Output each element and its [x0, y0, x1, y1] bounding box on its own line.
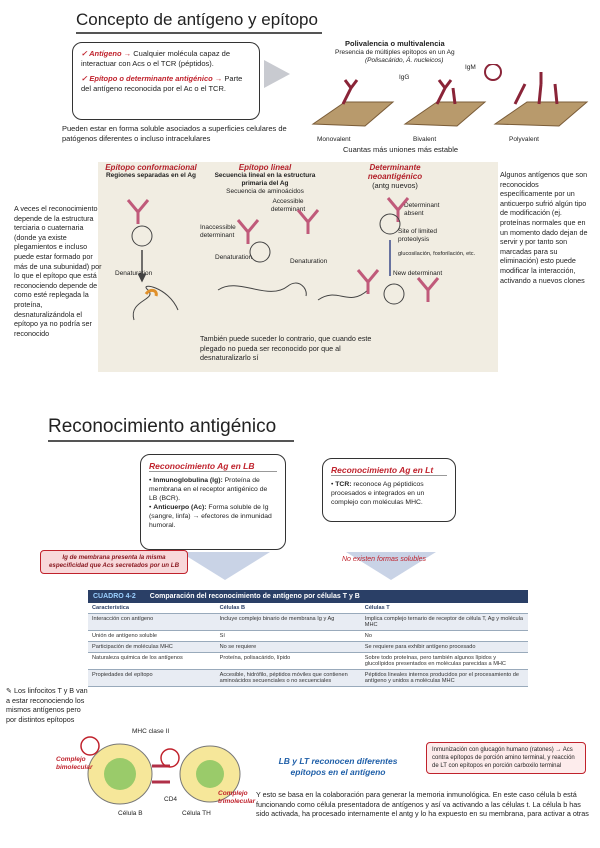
table-cell: Participación de moléculas MHC [88, 642, 216, 653]
antigeno-text: Cualquier molécula capaz de interactuar con Acs o el TCR (péptidos). [81, 49, 230, 68]
table-cell: Se requiere para exhibir antígeno procesado [361, 642, 528, 653]
label-bivalent: Bivalent [413, 136, 437, 143]
epitope-segment [146, 290, 156, 296]
table-tag: CUADRO 4-2 [93, 593, 136, 600]
protein-icon [384, 284, 404, 304]
conformational-title: Epítopo conformacional [105, 163, 197, 172]
label-monovalent: Monovalent [317, 136, 351, 143]
down-arrow-icon [180, 552, 270, 580]
antibody-icon [437, 80, 455, 104]
lb-item1-bold: Inmunoglobulina (Ig): [153, 477, 223, 484]
antibody-icon [418, 278, 438, 302]
lb-item2-text: Forma soluble de Ig (sangre, linfa) → efectores de inmunidad humoral. [149, 504, 272, 529]
igm-label: IgM [465, 64, 476, 71]
modifications-label: glucosilación, fosforilación, etc. [398, 251, 476, 257]
polyvalence-subtitle2: (Polisacárido, Á. nucleicos) [365, 57, 444, 64]
antibody-icon [358, 270, 378, 294]
table-caption: Comparación del reconocimiento de antígeno por células T y B [149, 593, 360, 600]
table-header: Característica [88, 603, 216, 614]
linear-title: Epítopo lineal [238, 163, 292, 172]
lt-item1-text: reconoce Ag péptidicos procesados e integrados en un complejo con moléculas MHC. [331, 481, 425, 506]
lt-item1-bold: TCR: [335, 481, 352, 488]
table-cell: Incluye complejo binario de membrana Ig y Ag [216, 614, 361, 631]
antibody-icon [238, 220, 258, 244]
unfolded-chain [318, 290, 368, 300]
lt-card: Reconocimiento Ag en Lt • TCR: reconoce Ag péptidicos procesados e integrados en un complejo con moléculas MHC. [322, 458, 456, 522]
definitions-card [72, 42, 260, 120]
soluble-note: Pueden estar en forma soluble asociados a superficies celulares de patógenos diferentes o incluso intracelulares [62, 124, 287, 143]
table-cell: Proteína, polisacárido, lípido [216, 653, 361, 670]
table-cell: Sobre todo proteínas, pero también algunos lípidos y glucolípidos presentados en moléculas parecidas a MHC [361, 653, 528, 670]
polyvalence-caption: Cuantas más uniones más estable [343, 145, 459, 154]
b-nucleus [104, 758, 136, 790]
protein-icon [132, 226, 152, 246]
right-arrow-icon [264, 60, 290, 88]
trimolecular-label: Complejo trimolecular [218, 790, 256, 805]
table-row [88, 653, 528, 670]
lb-note: Ig de membrana presenta la misma especificidad que Acs secretados por un LB [40, 550, 188, 574]
immunization-note: Inmunización con glucagón humano (ratones) → Acs contra epítopos de porción amino terminal, y reacción de LT con epítopos en porción carboxilo terminal [426, 742, 586, 774]
lb-item2-bold: Anticuerpo (Ac): [153, 504, 207, 511]
surface-polyvalent [495, 102, 587, 126]
table-cell: No se requiere [216, 642, 361, 653]
protein-icon [250, 242, 270, 262]
polyvalence-subtitle: Presencia de múltiples epítopos en un Ag [335, 49, 455, 56]
label-polyvalent: Polyvalent [509, 136, 539, 143]
polyvalence-figure [305, 40, 595, 160]
surface-bivalent [405, 102, 485, 126]
bimolecular-highlight [81, 737, 99, 755]
antigeno-label: ✓ Antígeno → [81, 49, 132, 58]
linear-subtitle: Secuencia lineal en la estructura primaria del Ag [214, 172, 316, 187]
mhc-label: MHC clase II [132, 728, 170, 735]
antibody-icon [128, 200, 148, 224]
cell-b-label: Célula B [118, 810, 143, 817]
table-cell: Interacción con antígeno [88, 614, 216, 631]
conformational-subtitle: Regiones separadas en el Ag [105, 172, 197, 179]
table-cell: No [361, 631, 528, 642]
valence-surfaces [305, 64, 595, 144]
site-proteolysis: Site of limited proteolysis [398, 228, 438, 243]
table-cell: Propiedades del epítopo [88, 670, 216, 687]
section2-title: Reconocimiento antigénico [48, 416, 294, 442]
bimolecular-label: Complejo bimolecular [56, 756, 93, 771]
inaccessible-label: Inaccessible determinant [200, 224, 236, 239]
neoantigenic-title: Determinante neoantigénico [367, 163, 423, 181]
table-cell: Accesible, hidrófilo, péptidos móviles que contienen aminoácidos secuenciales o no secuenciales [216, 670, 361, 687]
table-row [88, 642, 528, 653]
igg-label: IgG [399, 74, 410, 81]
neoantigenic-header [355, 163, 435, 191]
linear-denaturation-1: Denaturation [215, 254, 253, 261]
table-header: Células B [216, 603, 361, 614]
antibody-icon [515, 72, 557, 104]
lt-card-title: Reconocimiento Ag en Lt [331, 465, 447, 476]
epitopo-label: ✓ Epítopo o determinante antigénico → [81, 74, 223, 83]
highlight-text: LB y LT reconocen diferentes epítopos en el antígeno [278, 756, 398, 777]
table-cell: Implica complejo ternario de receptor de célula T, Ag y molécula MHC [361, 614, 528, 631]
epitope-diagrams [98, 190, 498, 330]
note-icon: ✎ [6, 686, 13, 695]
right-note: Algunos antígenos que son reconocidos específicamente por un anticuerpo sufrió algún tipo de modificación (ej. proteínas normales que en un momento dado dejan de servir y por tanto son marcadas para su eliminación) esto puede modificar la interacción, activando a nuevos clones [500, 170, 588, 285]
left-note: A veces el reconocimiento depende de la estructura terciaria o cuaternaria (donde ya existe plegamientos e incluso puede estar formado por más de una subunidad) por lo que el epítopo que está reconociendo depende de como esté replegada la proteína, desnaturalizándola el epítopo ya no podría ser reconocido [14, 204, 102, 338]
conformational-denaturation: Denaturation [115, 270, 153, 277]
new-determinant: New determinant [393, 270, 443, 277]
table-row [88, 614, 528, 631]
conformational-header [102, 163, 200, 180]
antibody-icon [298, 210, 318, 234]
section1-title: Concepto de antígeno y epítopo [76, 10, 322, 34]
linear-note: También puede suceder lo contrario, que cuando este plegado no pueda ser reconocido por que al desnaturalizarlo sí [200, 334, 372, 363]
surface-monovalent [313, 102, 393, 126]
cell-t-label: Célula TH [182, 810, 211, 817]
antibody-icon [343, 80, 357, 104]
igm-icon [485, 64, 501, 80]
lt-note: No existen formas solubles [342, 556, 427, 563]
unfolded-chain [218, 283, 306, 296]
table-cell: Péptidos lineales internos producidos por el procesamiento de antígeno y unidos a moléculas MHC [361, 670, 528, 687]
table-row [88, 631, 528, 642]
table-header: Células T [361, 603, 528, 614]
bottom-left-note: ✎ Los linfocitos T y B van a estar reconociendo los mismos antígenos pero por distintos epítopos [6, 686, 88, 724]
trimolecular-highlight [161, 749, 179, 767]
polyvalence-title: Polivalencia o multivalencia [345, 39, 445, 48]
linear-subtitle2: Secuencia de aminoácidos [226, 188, 304, 195]
memory-note: Y esto se basa en la colaboración para generar la memoria inmunológica. En este caso célula b está funcionando como célula presentadora de antígenos y así va activando a las células t. La célula b has sido activada, ha procesado internamente el antg y lo ha expuesto en su membrana, para activar a otras [256, 790, 589, 819]
neoantigenic-subtitle: (antg nuevos) [372, 181, 418, 190]
determinant-absent: Determinant absent [404, 202, 440, 217]
cell-diagram [70, 730, 250, 830]
accessible-label: Accessible determinant [270, 198, 306, 213]
receptor-icon [152, 766, 170, 782]
epitopo-text: Parte del antígeno reconocida por el Ac o el TCR. [81, 74, 243, 93]
table-row [88, 670, 528, 687]
linear-denaturation-2: Denaturation [290, 258, 328, 265]
table-cell: Naturaleza química de los antígenos [88, 653, 216, 670]
comparison-table [88, 590, 528, 687]
t-nucleus [196, 760, 224, 788]
table-cell: Sí [216, 631, 361, 642]
lb-card: Reconocimiento Ag en LB • Inmunoglobulina (Ig): Proteína de membrana en el receptor antigénico de LB (BCR). • Anticuerpo (Ac): Forma soluble de Ig (sangre, linfa) → efectores de inmunidad humoral. [140, 454, 286, 550]
table-body [88, 603, 528, 687]
cd4-label: CD4 [164, 796, 178, 803]
lb-card-title: Reconocimiento Ag en LB [149, 461, 277, 472]
lb-item1-text: Proteína de membrana en el receptor antigénico de LB (BCR). [149, 477, 268, 502]
protein-icon [380, 214, 400, 234]
table-cell: Unión de antígeno soluble [88, 631, 216, 642]
